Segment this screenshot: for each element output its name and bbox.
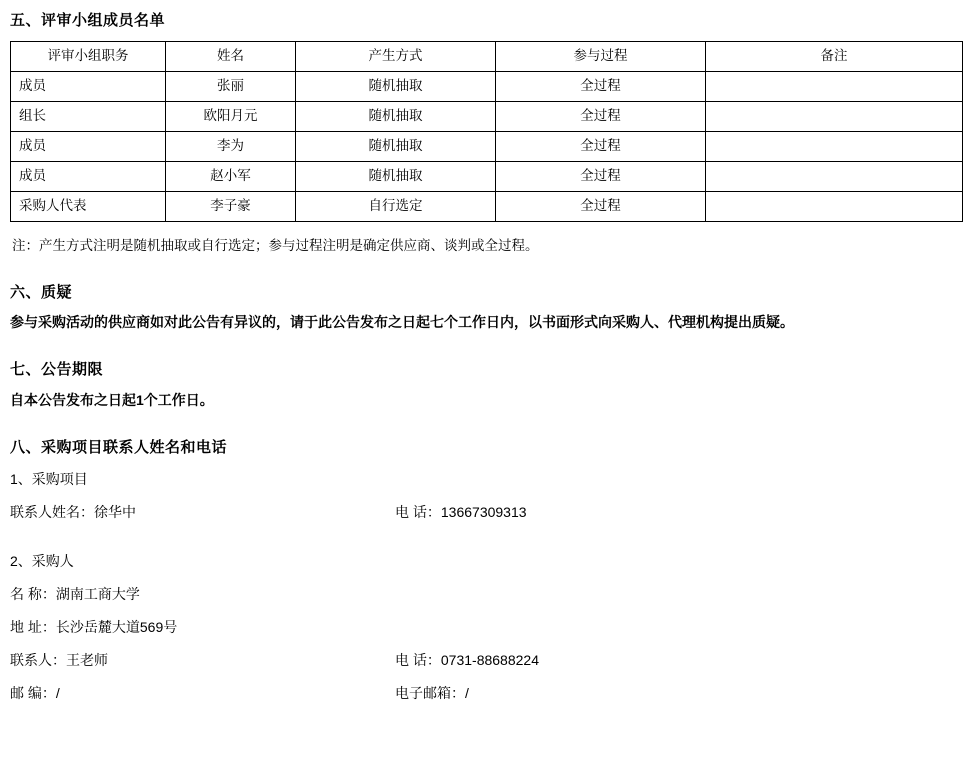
purchaser-email-group: [395, 683, 966, 704]
cell-participation: 全过程: [496, 191, 706, 221]
project-phone-value: 13667309313: [440, 504, 527, 521]
purchaser-contact-label: 联系人：: [10, 652, 66, 669]
cell-remark: [706, 161, 963, 191]
table-row: [11, 71, 963, 101]
cell-remark: [706, 131, 963, 161]
purchaser-postcode-group: [10, 683, 395, 704]
cell-selection-method: 随机抽取: [296, 131, 496, 161]
table-row: [11, 101, 963, 131]
cell-participation: 全过程: [496, 161, 706, 191]
cell-name: 李为: [166, 131, 296, 161]
cell-participation: 全过程: [496, 71, 706, 101]
purchaser-name-group: [10, 584, 395, 605]
section-heading-question: 六、质疑: [10, 283, 73, 301]
cell-remark: [706, 101, 963, 131]
section-heading-contacts: 八、采购项目联系人姓名和电话: [10, 438, 228, 456]
purchaser-postcode-label: 邮 编：: [10, 685, 56, 702]
purchaser-address-label: 地 址：: [10, 619, 56, 636]
cell-participation: 全过程: [496, 131, 706, 161]
purchaser-contact-value: 王老师: [66, 652, 108, 669]
purchaser-phone-label: 电 话：: [395, 652, 441, 669]
project-contact-row: [10, 502, 966, 523]
cell-selection-method: 随机抽取: [296, 161, 496, 191]
contacts-purchaser-label: 2、采购人: [10, 553, 74, 570]
purchaser-contact-group: [10, 650, 395, 671]
table-row: [11, 161, 963, 191]
table-header-row: [11, 41, 963, 71]
purchaser-postcode-row: [10, 683, 966, 704]
cell-role: 成员: [11, 161, 166, 191]
cell-remark: [706, 71, 963, 101]
purchaser-email-label: 电子邮箱：: [395, 685, 465, 702]
cell-role: 采购人代表: [11, 191, 166, 221]
cell-role: 成员: [11, 71, 166, 101]
project-contact-name-value: 徐华中: [94, 504, 136, 521]
purchaser-name-value: 湖南工商大学: [55, 586, 140, 603]
column-header-selection-method: 产生方式: [296, 41, 496, 71]
purchaser-address-row: [10, 617, 966, 638]
table-row: [11, 191, 963, 221]
spacer: [8, 523, 966, 541]
purchaser-name-row: [10, 584, 966, 605]
column-header-role: 评审小组职务: [11, 41, 166, 71]
cell-participation: 全过程: [496, 101, 706, 131]
cell-selection-method: 自行选定: [296, 191, 496, 221]
table-note: 注：产生方式注明是随机抽取或自行选定；参与过程注明是确定供应商、谈判或全过程。: [12, 237, 539, 253]
section-heading-period: 七、公告期限: [10, 361, 104, 379]
cell-name: 李子豪: [166, 191, 296, 221]
column-header-participation: 参与过程: [496, 41, 706, 71]
purchaser-contact-row: [10, 650, 966, 671]
purchaser-phone-group: [395, 650, 966, 671]
cell-selection-method: 随机抽取: [296, 101, 496, 131]
cell-name: 张丽: [166, 71, 296, 101]
cell-name: 欧阳月元: [166, 101, 296, 131]
purchaser-postcode-value: /: [55, 685, 60, 702]
purchaser-address-value: 长沙岳麓大道569号: [55, 619, 178, 636]
question-body: 参与采购活动的供应商如对此公告有异议的，请于此公告发布之日起七个工作日内，以书面形式向采购人、代理机构提出质疑。: [10, 314, 794, 331]
contacts-project-label: 1、采购项目: [10, 471, 88, 488]
project-phone-label: 电 话：: [395, 504, 441, 521]
project-contact-name-group: [10, 502, 395, 523]
project-contact-name-label: 联系人姓名：: [10, 504, 94, 521]
cell-selection-method: 随机抽取: [296, 71, 496, 101]
project-phone-group: [395, 502, 966, 523]
column-header-name: 姓名: [166, 41, 296, 71]
cell-role: 组长: [11, 101, 166, 131]
purchaser-name-label: 名 称：: [10, 586, 56, 603]
purchaser-address-group: [10, 617, 395, 638]
cell-role: 成员: [11, 131, 166, 161]
cell-remark: [706, 191, 963, 221]
cell-name: 赵小军: [166, 161, 296, 191]
period-body: 自本公告发布之日起1个工作日。: [10, 391, 214, 408]
column-header-remark: 备注: [706, 41, 963, 71]
purchaser-phone-value: 0731-88688224: [440, 652, 539, 669]
review-panel-table: [10, 41, 963, 222]
section-heading-review-panel: 五、评审小组成员名单: [10, 12, 166, 29]
table-row: [11, 131, 963, 161]
purchaser-email-value: /: [465, 685, 469, 702]
